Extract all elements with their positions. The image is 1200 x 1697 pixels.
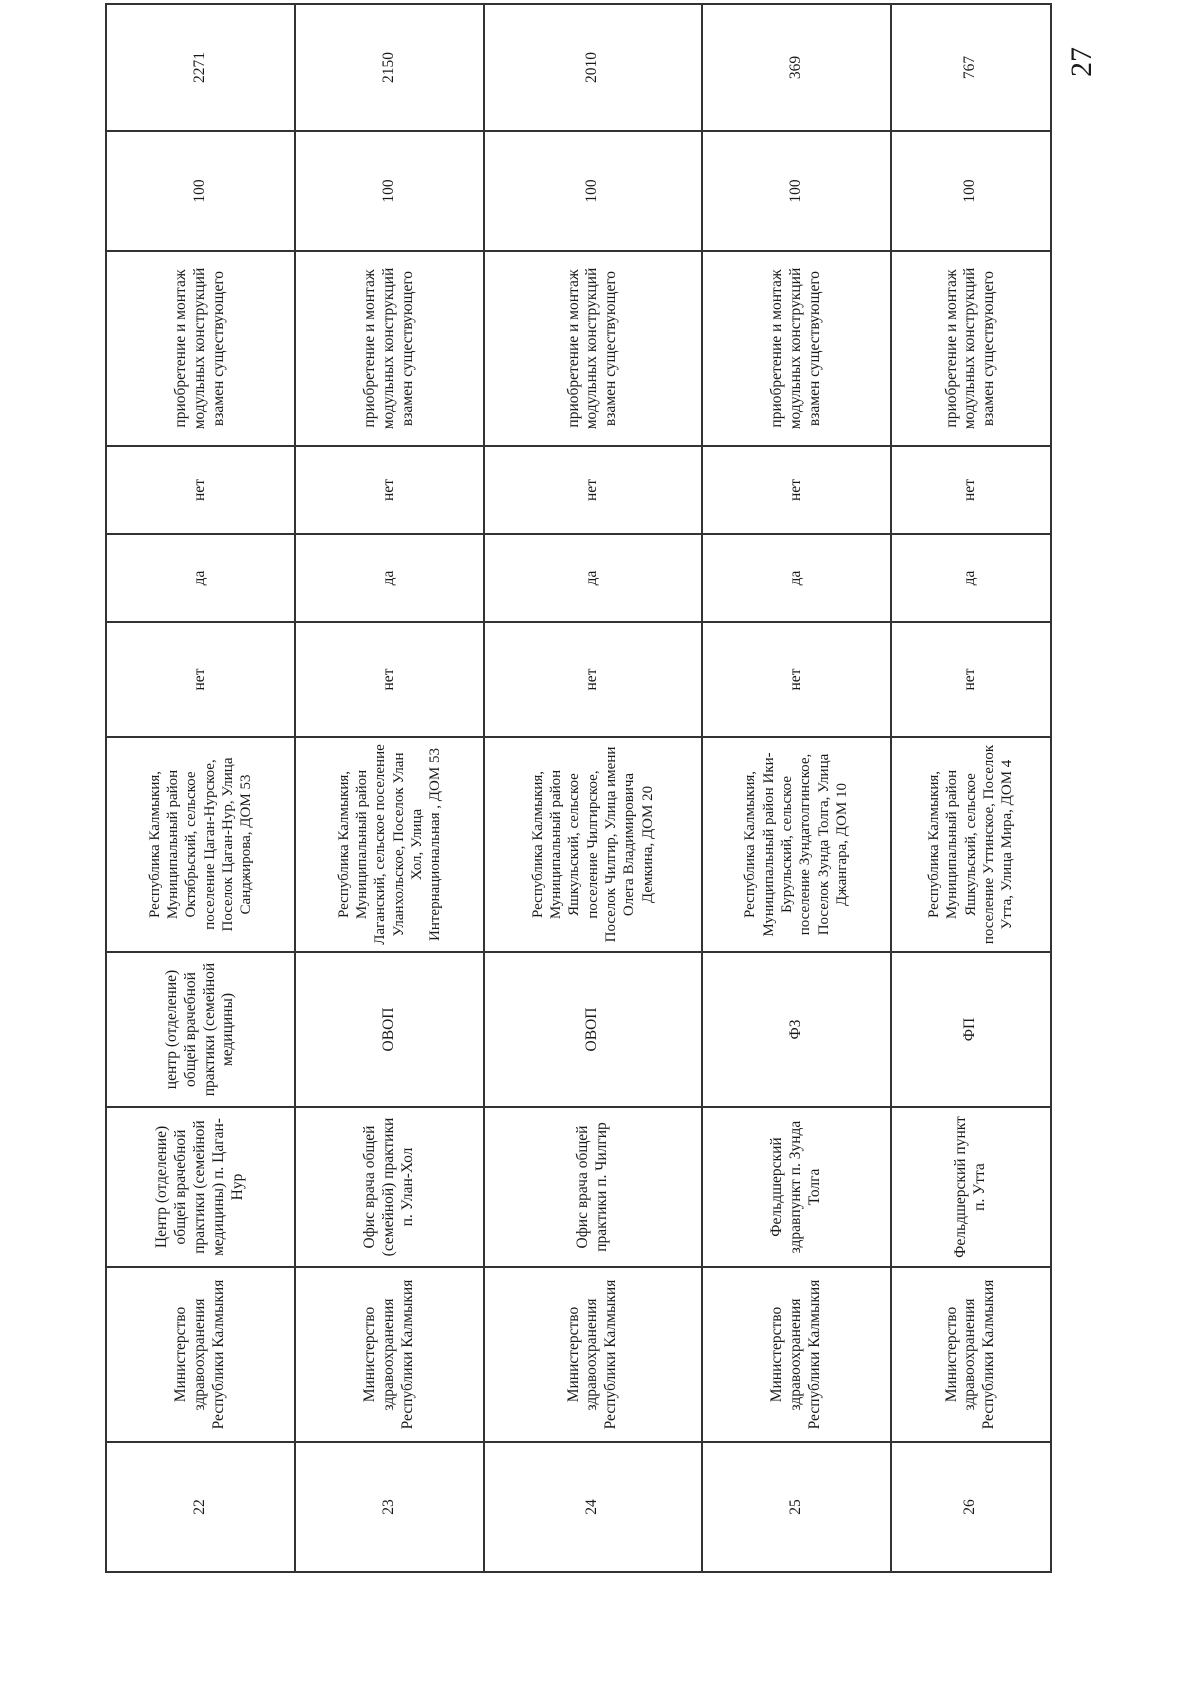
flag-cell: да bbox=[891, 534, 1051, 622]
facility-type-cell: ОВОП bbox=[295, 952, 484, 1107]
rotated-table-container bbox=[105, 52, 1052, 1573]
action-cell: приобретение и монтаж модульных конструкций взамен существующего bbox=[891, 251, 1051, 446]
flag-cell: нет bbox=[106, 622, 295, 737]
population-cell: 767 bbox=[891, 4, 1051, 131]
population-cell: 2150 bbox=[295, 4, 484, 131]
facility-name-cell: Центр (отделение) общей врачебной практики (семейной медицины) п. Цаган-Нур bbox=[106, 1107, 295, 1267]
page-number: 27 bbox=[1065, 47, 1098, 77]
table-row bbox=[891, 4, 1051, 1572]
action-cell: приобретение и монтаж модульных конструкций взамен существующего bbox=[295, 251, 484, 446]
flag-cell: да bbox=[484, 534, 702, 622]
action-cell: приобретение и монтаж модульных конструкций взамен существующего bbox=[106, 251, 295, 446]
facility-name-cell: Фельдшерский пункт п. Утта bbox=[891, 1107, 1051, 1267]
flag-cell: да bbox=[702, 534, 891, 622]
facility-type-cell: ФП bbox=[891, 952, 1051, 1107]
address-cell: Республика Калмыкия, Муниципальный район Ики-Бурульский, сельское поселение Зундатолгинское, Поселок Зунда Толга, Улица Джангара, ДОМ 10 bbox=[702, 737, 891, 952]
table-row bbox=[106, 4, 295, 1572]
organization-cell: Министерство здравоохранения Республики Калмыкия bbox=[891, 1267, 1051, 1442]
flag-cell: нет bbox=[484, 622, 702, 737]
address-cell: Республика Калмыкия, Муниципальный район Октябрьский, сельское поселение Цаган-Нурское, Поселок Цаган-Нур, Улица Санджирова, ДОМ 53 bbox=[106, 737, 295, 952]
address-cell: Республика Калмыкия, Муниципальный район Яшкульский, сельское поселение Чилгирское, Поселок Чилгир, Улица имени Олега Владимировича Демкина, ДОМ 20 bbox=[484, 737, 702, 952]
table-row bbox=[295, 4, 484, 1572]
action-cell: приобретение и монтаж модульных конструкций взамен существующего bbox=[484, 251, 702, 446]
table-row bbox=[484, 4, 702, 1572]
population-cell: 2010 bbox=[484, 4, 702, 131]
flag-cell: нет bbox=[702, 622, 891, 737]
flag-cell: нет bbox=[484, 446, 702, 534]
flag-cell: нет bbox=[891, 446, 1051, 534]
facility-name-cell: Офис врача общей практики п. Чилгир bbox=[484, 1107, 702, 1267]
organization-cell: Министерство здравоохранения Республики Калмыкия bbox=[295, 1267, 484, 1442]
flag-cell: нет bbox=[295, 446, 484, 534]
flag-cell: нет bbox=[106, 446, 295, 534]
address-cell: Республика Калмыкия, Муниципальный район Яшкульский, сельское поселение Уттинское, Поселок Утта, Улица Мира, ДОМ 4 bbox=[891, 737, 1051, 952]
table-row bbox=[702, 4, 891, 1572]
facilities-table bbox=[105, 3, 1052, 1573]
percent-cell: 100 bbox=[484, 131, 702, 251]
facility-type-cell: ФЗ bbox=[702, 952, 891, 1107]
population-cell: 2271 bbox=[106, 4, 295, 131]
action-cell: приобретение и монтаж модульных конструкций взамен существующего bbox=[702, 251, 891, 446]
row-number: 24 bbox=[484, 1442, 702, 1572]
flag-cell: нет bbox=[891, 622, 1051, 737]
row-number: 25 bbox=[702, 1442, 891, 1572]
facility-type-cell: ОВОП bbox=[484, 952, 702, 1107]
address-cell: Республика Калмыкия, Муниципальный район Лаганский, сельское поселение Уланхольское, Поселок Улан Хол, Улица Интернациональная , ДОМ 53 bbox=[295, 737, 484, 952]
row-number: 22 bbox=[106, 1442, 295, 1572]
organization-cell: Министерство здравоохранения Республики Калмыкия bbox=[484, 1267, 702, 1442]
organization-cell: Министерство здравоохранения Республики Калмыкия bbox=[702, 1267, 891, 1442]
facility-type-cell: центр (отделение) общей врачебной практики (семейной медицины) bbox=[106, 952, 295, 1107]
flag-cell: нет bbox=[702, 446, 891, 534]
facility-name-cell: Офис врача общей (семейной) практики п. Улан-Хол bbox=[295, 1107, 484, 1267]
flag-cell: да bbox=[295, 534, 484, 622]
percent-cell: 100 bbox=[295, 131, 484, 251]
facility-name-cell: Фельдшерский здравпункт п. Зунда Толга bbox=[702, 1107, 891, 1267]
percent-cell: 100 bbox=[702, 131, 891, 251]
row-number: 26 bbox=[891, 1442, 1051, 1572]
row-number: 23 bbox=[295, 1442, 484, 1572]
percent-cell: 100 bbox=[106, 131, 295, 251]
percent-cell: 100 bbox=[891, 131, 1051, 251]
flag-cell: да bbox=[106, 534, 295, 622]
population-cell: 369 bbox=[702, 4, 891, 131]
organization-cell: Министерство здравоохранения Республики Калмыкия bbox=[106, 1267, 295, 1442]
flag-cell: нет bbox=[295, 622, 484, 737]
